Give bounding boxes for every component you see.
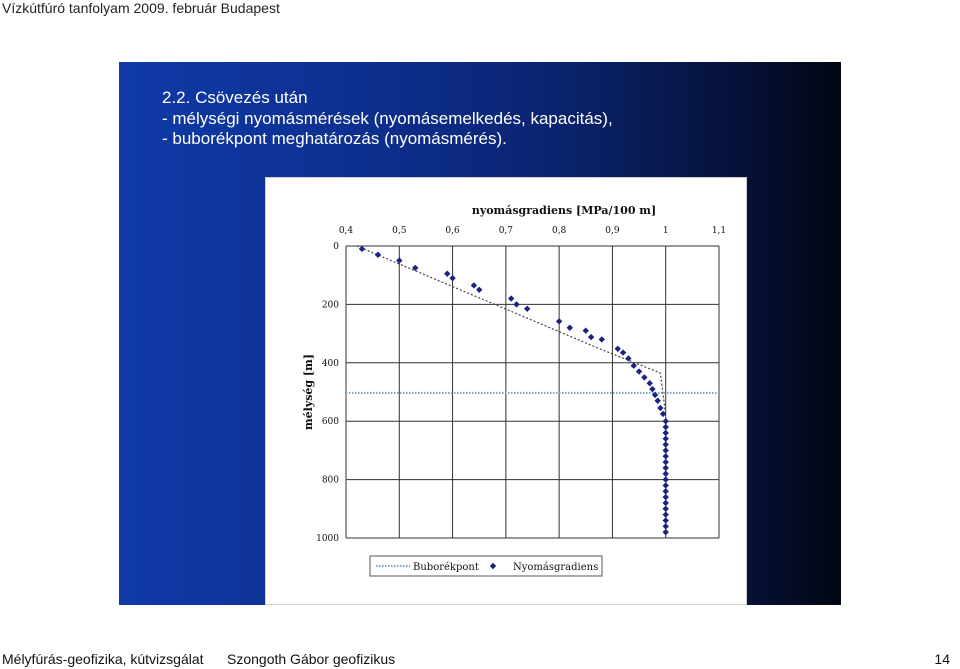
y-tick-label: 1000 [316,534,339,544]
y-tick-label: 200 [321,300,339,311]
data-point-diamond [615,346,621,352]
data-point-diamond [444,271,450,277]
data-point-diamond [556,318,562,324]
data-point-diamond [476,287,482,293]
data-point-diamond [663,436,669,442]
data-point-diamond [396,257,402,263]
slide-line-2: - mélységi nyomásmérések (nyomásemelkedés, kapacitás), [162,108,613,128]
slide-text [162,88,613,150]
chart-svg [266,178,748,606]
data-point-diamond [663,529,669,535]
x-tick-label: 0,5 [392,226,407,236]
data-point-diamond [649,386,655,392]
data-point-diamond [663,517,669,523]
data-point-diamond [647,380,653,386]
legend-label-gradient: Nyomásgradiens [513,562,599,573]
x-tick-label: 0,9 [605,226,620,236]
slide-line-1: 2.2. Csövezés után [162,88,308,107]
data-point-diamond [508,295,514,301]
data-point-diamond [513,301,519,307]
data-point-diamond [663,447,669,453]
data-point-diamond [663,459,669,465]
chart-title: nyomásgradiens [MPa/100 m] [471,204,657,217]
data-point-diamond [663,494,669,500]
data-point-diamond [655,398,661,404]
chart-legend [370,556,602,576]
data-point-diamond [524,306,530,312]
data-point-diamond [663,453,669,459]
y-tick-label: 400 [321,358,339,369]
data-point-diamond [663,471,669,477]
data-point-diamond [663,488,669,494]
data-point-diamond [663,511,669,517]
bubble-point-line [357,246,666,415]
data-point-diamond [663,482,669,488]
data-point-diamond [663,430,669,436]
data-point-diamond [641,374,647,380]
y-axis-label: mélység [m] [302,354,315,430]
footer-author: Szongoth Gábor geofizikus [227,651,396,667]
x-tick-label: 0,7 [498,226,514,236]
data-point-diamond [663,441,669,447]
x-tick-label: 0,6 [445,226,460,236]
data-point-diamond [588,334,594,340]
y-tick-label: 0 [333,242,339,252]
header-title: Vízkútfúró tanfolyam 2009. február Budapest [2,0,280,16]
data-point-diamond [631,363,637,369]
data-point-diamond [663,523,669,529]
data-point-diamond [636,368,642,374]
x-tick-label: 1,1 [711,226,727,236]
data-point-diamond [663,500,669,506]
x-tick-label: 0,4 [338,226,354,236]
x-tick-label: 1 [662,226,669,236]
y-tick-label: 800 [321,475,339,486]
data-point-diamond [375,252,381,258]
data-point-diamond [471,282,477,288]
data-point-diamond [599,336,605,342]
data-point-diamond [657,405,663,411]
data-point-diamond [359,246,365,252]
data-point-diamond [663,424,669,430]
data-point-diamond [663,506,669,512]
footer-page-number: 14 [934,651,950,667]
footer-course: Mélyfúrás-geofizika, kútvizsgálat [2,651,204,667]
legend-label-bubble: Buborékpont [413,562,479,573]
slide-line-3: - buborékpont meghatározás (nyomásmérés). [162,129,507,148]
data-point-diamond [567,325,573,331]
y-tick-label: 600 [321,417,339,428]
x-tick-label: 0,8 [551,226,567,236]
chart-series [346,246,719,536]
data-point-diamond [620,349,626,355]
data-point-diamond [583,327,589,333]
data-point-diamond [663,476,669,482]
chart-box [265,177,747,605]
data-point-diamond [449,275,455,281]
data-point-diamond [663,418,669,424]
data-point-diamond [663,465,669,471]
